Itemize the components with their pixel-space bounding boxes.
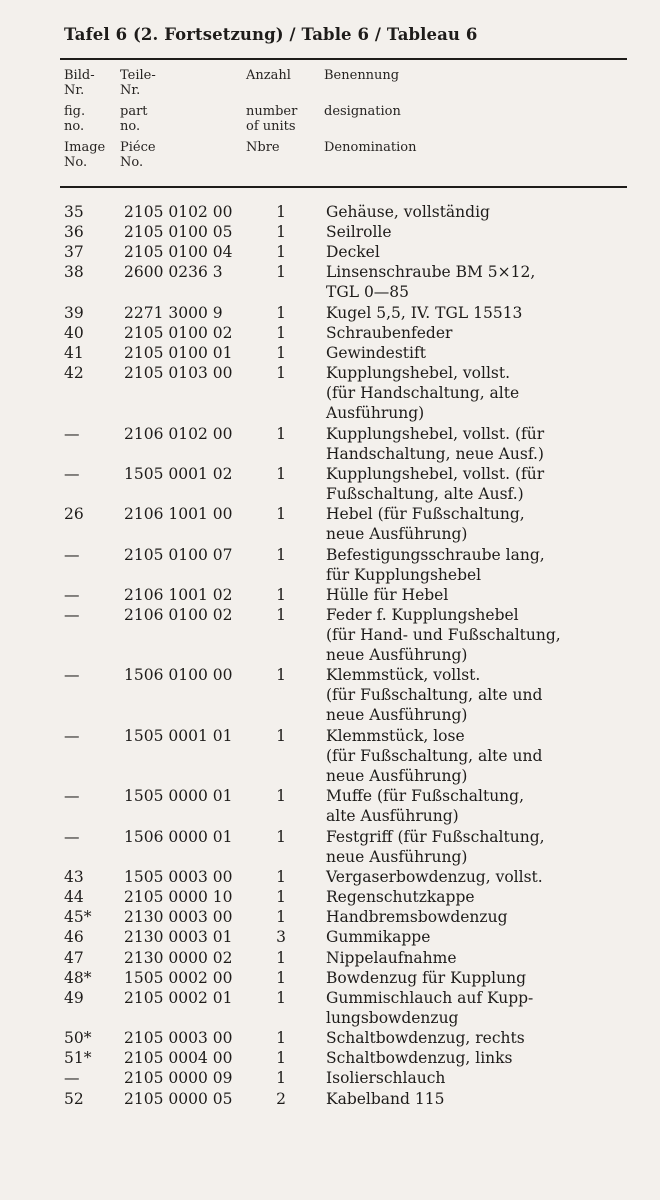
designation-line: alte Ausführung): [326, 807, 459, 826]
quantity: 1: [276, 968, 286, 987]
designation: [326, 605, 561, 665]
designation-line: Handschaltung, neue Ausf.): [326, 444, 544, 463]
image-number: 35: [64, 203, 84, 221]
part-number: 2105 0004 00: [124, 1049, 233, 1068]
image-number: 48*: [64, 968, 92, 987]
part-number: 1506 0000 01: [124, 827, 233, 846]
image-number: —: [64, 464, 80, 483]
designation-line: Gummikappe: [326, 928, 431, 947]
quantity: 3: [276, 928, 286, 947]
part-number: 1506 0100 00: [124, 666, 233, 685]
designation: [326, 948, 457, 968]
quantity: 1: [276, 606, 286, 624]
quantity: 1: [276, 988, 286, 1007]
designation-line: Hülle für Hebel: [326, 585, 449, 604]
designation: [326, 988, 533, 1028]
part-number: 2105 0003 00: [124, 1029, 233, 1048]
designation-line: Deckel: [326, 243, 380, 262]
quantity: 1: [276, 726, 286, 745]
header-top-rule: [60, 58, 627, 60]
designation-line: Schaltbowdenzug, links: [326, 1049, 513, 1068]
designation: [326, 927, 430, 947]
designation: [326, 1089, 444, 1109]
part-number: 2105 0102 00: [124, 203, 233, 221]
image-number: —: [64, 726, 80, 745]
designation-line: Schraubenfeder: [326, 323, 453, 342]
image-number: 43: [64, 867, 84, 886]
image-number: 47: [64, 948, 84, 967]
image-number: 42: [64, 364, 84, 383]
quantity: 1: [276, 303, 286, 322]
part-number: 2105 0002 01: [124, 988, 233, 1007]
quantity: 1: [276, 223, 286, 242]
quantity: 1: [276, 505, 286, 524]
designation-line: (für Hand- und Fußschaltung,: [326, 626, 561, 644]
designation-line: Seilrolle: [326, 223, 392, 242]
part-number: 2105 0100 01: [124, 344, 233, 363]
part-number: 2105 0000 05: [124, 1089, 233, 1108]
designation-line: Nippelaufnahme: [326, 948, 457, 967]
header-bottom-rule: [60, 186, 627, 188]
image-number: 51*: [64, 1049, 92, 1068]
part-number: 2130 0003 00: [124, 908, 233, 927]
designation-line: Feder f. Kupplungshebel: [326, 606, 519, 624]
designation-line: Bowdenzug für Kupplung: [326, 968, 527, 987]
quantity: 1: [276, 364, 286, 383]
designation: [326, 262, 535, 302]
designation-line: Gummischlauch auf Kupp-: [326, 988, 534, 1007]
quantity: 1: [276, 203, 286, 221]
header-designation-en: designation: [324, 104, 401, 119]
part-number: 1505 0001 01: [124, 726, 233, 745]
quantity: 1: [276, 424, 286, 443]
designation-line: Kabelband 115: [326, 1089, 445, 1108]
header-quantity-fr: Nbre: [246, 140, 280, 155]
designation: [326, 665, 542, 725]
image-number: 39: [64, 303, 84, 322]
designation-line: Regenschutzkappe: [326, 888, 475, 907]
designation: [326, 1028, 525, 1048]
quantity: 1: [276, 787, 286, 806]
designation: [326, 968, 526, 988]
part-number: 2105 0100 02: [124, 323, 233, 342]
designation-line: Kupplungshebel, vollst. (für: [326, 464, 545, 483]
designation-line: neue Ausführung): [326, 766, 468, 785]
part-number: 2105 0100 07: [124, 545, 233, 564]
image-number: 46: [64, 928, 84, 947]
part-number: 2105 0100 05: [124, 223, 233, 242]
designation: [326, 1068, 445, 1088]
designation: [326, 907, 508, 927]
designation-line: Muffe (für Fußschaltung,: [326, 787, 525, 806]
quantity: 1: [276, 867, 286, 886]
quantity: 1: [276, 1029, 286, 1048]
quantity: 1: [276, 545, 286, 564]
image-number: —: [64, 666, 80, 685]
image-number: 50*: [64, 1029, 92, 1048]
image-number: —: [64, 585, 80, 604]
designation-line: Befestigungsschraube lang,: [326, 545, 545, 564]
designation-line: neue Ausführung): [326, 525, 468, 544]
quantity: 1: [276, 243, 286, 262]
designation-line: Kupplungshebel, vollst. (für: [326, 424, 545, 443]
part-number: 2106 0100 02: [124, 606, 233, 624]
part-number: 1505 0003 00: [124, 867, 233, 886]
designation-line: Schaltbowdenzug, rechts: [326, 1029, 525, 1048]
quantity: 1: [276, 1069, 286, 1088]
part-number: 2106 1001 02: [124, 585, 233, 604]
quantity: 1: [276, 585, 286, 604]
designation-line: lungsbowdenzug: [326, 1008, 459, 1027]
designation-line: Hebel (für Fußschaltung,: [326, 505, 525, 524]
image-number: 38: [64, 263, 84, 282]
designation-line: Fußschaltung, alte Ausf.): [326, 484, 524, 503]
designation: [326, 424, 544, 464]
image-number: —: [64, 606, 80, 624]
quantity: 1: [276, 323, 286, 342]
page-title: Tafel 6 (2. Fortsetzung) / Table 6 / Tableau 6: [64, 25, 478, 44]
header-part-no-en: part no.: [120, 104, 148, 134]
image-number: —: [64, 827, 80, 846]
quantity: 1: [276, 344, 286, 363]
image-number: 37: [64, 243, 84, 262]
header-part-no-de: Teile- Nr.: [120, 68, 156, 98]
designation-line: Kugel 5,5, IV. TGL 15513: [326, 303, 523, 322]
designation: [326, 242, 380, 262]
designation: [326, 504, 525, 544]
image-number: —: [64, 1069, 80, 1088]
designation-line: neue Ausführung): [326, 847, 468, 866]
part-number: 2130 0000 02: [124, 948, 233, 967]
designation: [326, 585, 448, 605]
header-quantity-en: number of units: [246, 104, 298, 134]
designation-line: Linsenschraube BM 5×12,: [326, 263, 536, 282]
designation: [326, 202, 490, 222]
designation-line: Gehäuse, vollständig: [326, 203, 490, 221]
header-designation-fr: Denomination: [324, 140, 417, 155]
designation-line: (für Fußschaltung, alte und: [326, 686, 543, 705]
designation-line: Festgriff (für Fußschaltung,: [326, 827, 545, 846]
header-designation-de: Benennung: [324, 68, 400, 83]
designation-line: Gewindestift: [326, 344, 426, 363]
designation-line: für Kupplungshebel: [326, 565, 482, 584]
part-number: 2600 0236 3: [124, 263, 223, 282]
part-number: 1505 0001 02: [124, 464, 233, 483]
designation: [326, 545, 545, 585]
designation-line: Kupplungshebel, vollst.: [326, 364, 511, 383]
quantity: 1: [276, 908, 286, 927]
quantity: 1: [276, 263, 286, 282]
part-number: 2271 3000 9: [124, 303, 223, 322]
part-number: 2105 0000 09: [124, 1069, 233, 1088]
header-image-no-fr: Image No.: [64, 140, 106, 170]
designation-line: Klemmstück, lose: [326, 726, 465, 745]
image-number: 49: [64, 988, 84, 1007]
designation-line: Isolierschlauch: [326, 1069, 446, 1088]
designation: [326, 786, 524, 826]
quantity: 1: [276, 888, 286, 907]
header-quantity-de: Anzahl: [246, 68, 291, 83]
image-number: —: [64, 787, 80, 806]
designation-line: Handbremsbowdenzug: [326, 908, 508, 927]
part-number: 2130 0003 01: [124, 928, 233, 947]
quantity: 1: [276, 666, 286, 685]
quantity: 1: [276, 1049, 286, 1068]
designation-line: Vergaserbowdenzug, vollst.: [326, 867, 543, 886]
designation: [326, 343, 426, 363]
header-image-no-de: Bild- Nr.: [64, 68, 95, 98]
designation-line: neue Ausführung): [326, 646, 468, 664]
designation: [326, 222, 392, 242]
part-number: 1505 0000 01: [124, 787, 233, 806]
part-number: 2106 1001 00: [124, 505, 233, 524]
part-number: 1505 0002 00: [124, 968, 233, 987]
designation: [326, 303, 522, 323]
designation-line: (für Handschaltung, alte: [326, 384, 520, 403]
quantity: 1: [276, 948, 286, 967]
designation: [326, 887, 475, 907]
header-part-no-fr: Piéce No.: [120, 140, 156, 170]
image-number: 45*: [64, 908, 92, 927]
quantity: 1: [276, 464, 286, 483]
designation-line: (für Fußschaltung, alte und: [326, 746, 543, 765]
designation: [326, 726, 542, 786]
designation-line: TGL 0—85: [326, 283, 410, 302]
image-number: 36: [64, 223, 84, 242]
designation: [326, 867, 543, 887]
image-number: —: [64, 424, 80, 443]
part-number: 2106 0102 00: [124, 424, 233, 443]
part-number: 2105 0103 00: [124, 364, 233, 383]
image-number: 41: [64, 344, 84, 363]
part-number: 2105 0100 04: [124, 243, 233, 262]
image-number: —: [64, 545, 80, 564]
designation: [326, 827, 545, 867]
designation-line: Klemmstück, vollst.: [326, 666, 481, 685]
designation: [326, 323, 452, 343]
designation: [326, 464, 544, 504]
designation: [326, 1048, 512, 1068]
designation-line: Ausführung): [326, 404, 425, 423]
quantity: 1: [276, 827, 286, 846]
header-image-no-en: fig. no.: [64, 104, 86, 134]
quantity: 2: [276, 1089, 286, 1108]
designation-line: neue Ausführung): [326, 706, 468, 725]
image-number: 52: [64, 1089, 84, 1108]
part-number: 2105 0000 10: [124, 888, 233, 907]
designation: [326, 363, 519, 423]
image-number: 44: [64, 888, 84, 907]
image-number: 40: [64, 323, 84, 342]
image-number: 26: [64, 505, 84, 524]
